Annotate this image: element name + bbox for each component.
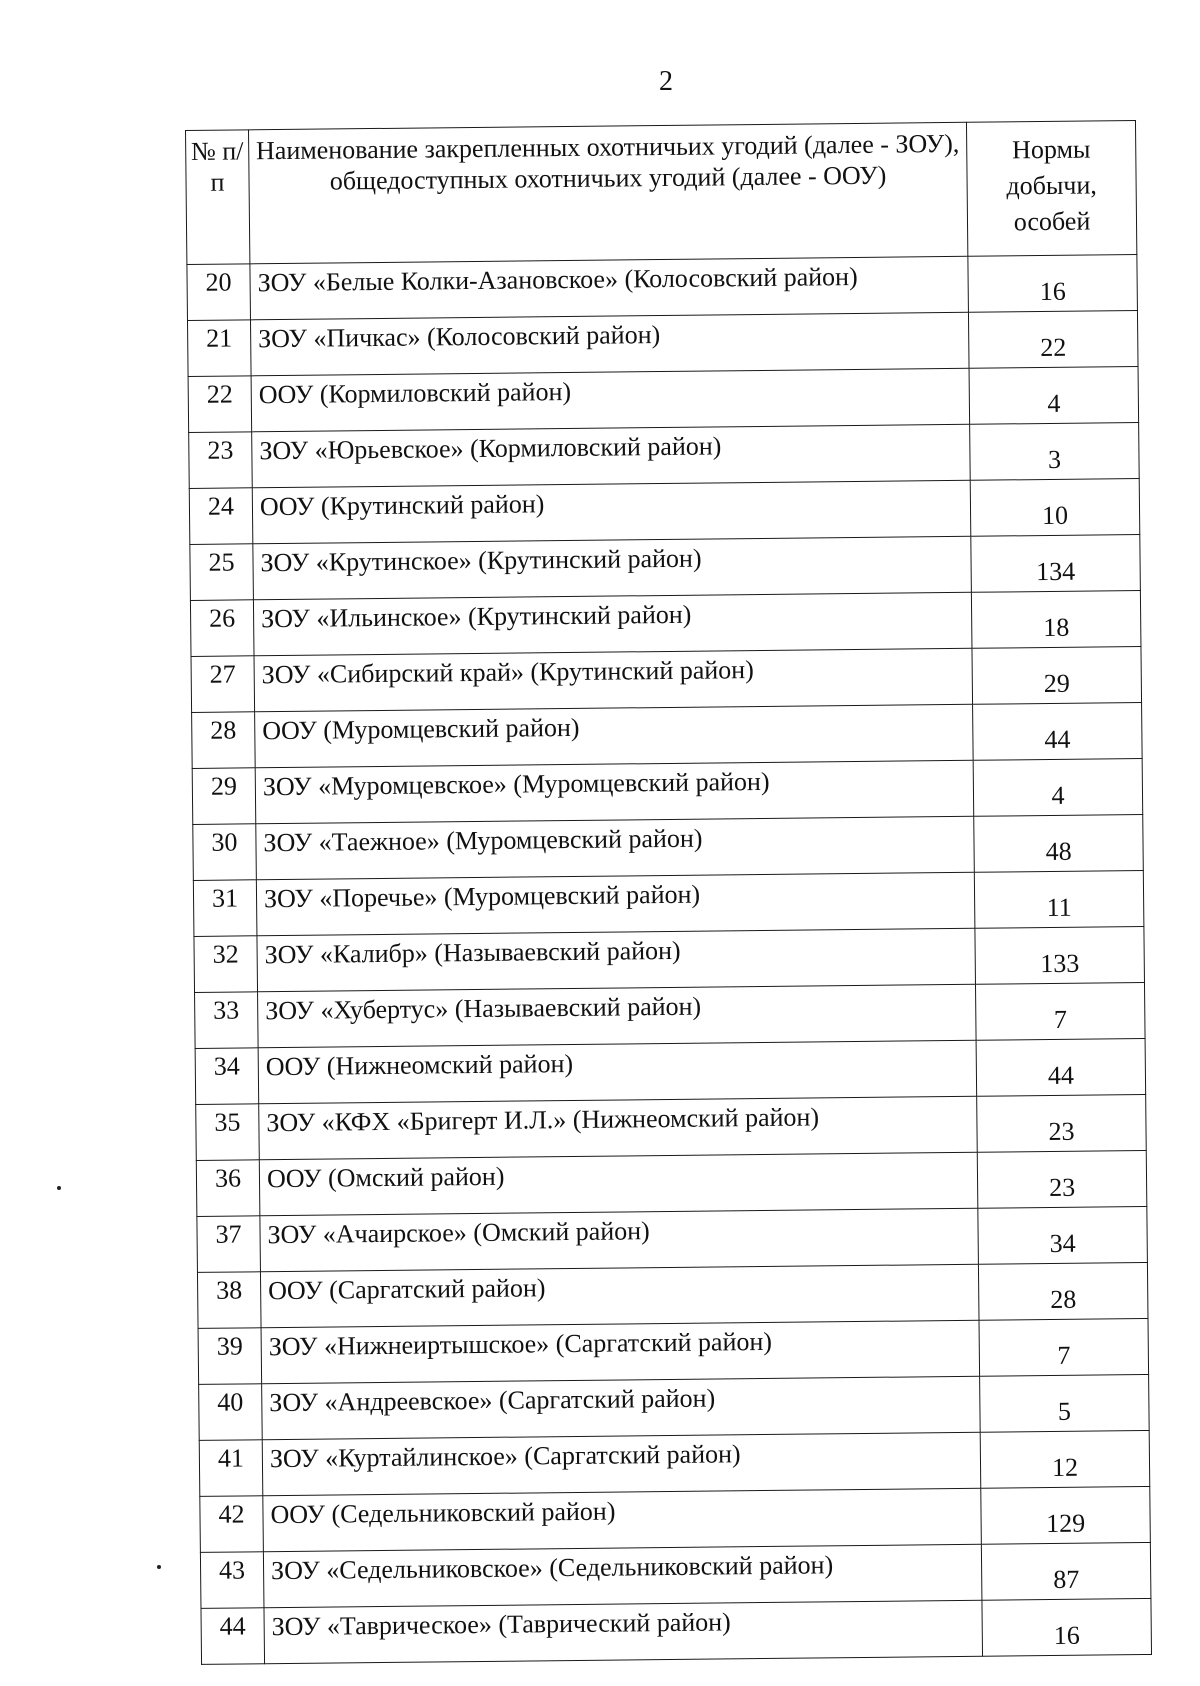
table-row bbox=[192, 703, 1143, 769]
table-header bbox=[186, 121, 1137, 265]
table-row bbox=[200, 1486, 1151, 1552]
row-number: 41 bbox=[199, 1440, 263, 1497]
row-grounds-name: ЗОУ «Поречье» (Муромцевский район) bbox=[256, 872, 975, 936]
table-row bbox=[199, 1374, 1150, 1440]
row-grounds-name: ООУ (Кормиловский район) bbox=[251, 368, 970, 432]
row-number: 23 bbox=[189, 432, 253, 489]
row-number: 29 bbox=[192, 768, 256, 825]
row-harvest-norm: 22 bbox=[968, 311, 1138, 369]
row-number: 31 bbox=[193, 880, 257, 937]
table-row bbox=[196, 1150, 1147, 1216]
scan-speck bbox=[57, 1186, 61, 1190]
row-number: 30 bbox=[193, 824, 257, 881]
row-harvest-norm: 133 bbox=[975, 927, 1145, 985]
table-row bbox=[187, 311, 1138, 377]
row-harvest-norm: 129 bbox=[981, 1486, 1151, 1544]
row-harvest-norm: 28 bbox=[978, 1262, 1148, 1320]
table-row bbox=[189, 423, 1140, 489]
row-number: 35 bbox=[196, 1104, 260, 1161]
row-grounds-name: ООУ (Омский район) bbox=[259, 1152, 978, 1216]
row-number: 20 bbox=[187, 264, 251, 321]
row-number: 42 bbox=[200, 1496, 264, 1553]
row-harvest-norm: 134 bbox=[971, 535, 1141, 593]
table-row bbox=[195, 982, 1146, 1048]
table-row bbox=[197, 1206, 1148, 1272]
row-grounds-name: ЗОУ «Калибр» (Называевский район) bbox=[257, 928, 976, 992]
row-grounds-name: ООУ (Муромцевский район) bbox=[255, 704, 974, 768]
row-harvest-norm: 7 bbox=[975, 982, 1145, 1040]
table-row bbox=[188, 367, 1139, 433]
row-grounds-name: ООУ (Седельниковский район) bbox=[263, 1488, 982, 1552]
row-harvest-norm: 10 bbox=[970, 479, 1140, 537]
header-harvest-norm: Нормы добычи, особей bbox=[966, 121, 1136, 257]
table-row bbox=[189, 479, 1140, 545]
table-row bbox=[193, 871, 1144, 937]
row-number: 37 bbox=[197, 1216, 261, 1273]
table-body bbox=[187, 255, 1152, 1665]
row-harvest-norm: 48 bbox=[974, 815, 1144, 873]
row-grounds-name: ЗОУ «Седельниковское» (Седельниковский район) bbox=[263, 1544, 982, 1608]
row-harvest-norm: 23 bbox=[977, 1150, 1147, 1208]
row-harvest-norm: 7 bbox=[979, 1318, 1149, 1376]
hunting-norms-table-wrapper bbox=[185, 120, 1151, 1665]
row-harvest-norm: 44 bbox=[976, 1038, 1146, 1096]
row-grounds-name: ЗОУ «Куртайлинское» (Саргатский район) bbox=[262, 1432, 981, 1496]
table-row bbox=[192, 759, 1143, 825]
row-grounds-name: ЗОУ «Юрьевское» (Кормиловский район) bbox=[252, 424, 971, 488]
row-harvest-norm: 34 bbox=[978, 1206, 1148, 1264]
table-row bbox=[193, 815, 1144, 881]
row-number: 43 bbox=[200, 1552, 264, 1609]
header-number: № п/п bbox=[186, 130, 250, 265]
table-row bbox=[197, 1262, 1148, 1328]
row-grounds-name: ЗОУ «Муромцевское» (Муромцевский район) bbox=[255, 760, 974, 824]
table-row bbox=[201, 1598, 1152, 1664]
page-number: 2 bbox=[659, 66, 673, 97]
row-number: 44 bbox=[201, 1608, 265, 1665]
row-grounds-name: ЗОУ «Андреевское» (Саргатский район) bbox=[262, 1376, 981, 1440]
row-harvest-norm: 23 bbox=[977, 1094, 1147, 1152]
row-number: 34 bbox=[195, 1048, 259, 1105]
row-harvest-norm: 44 bbox=[973, 703, 1143, 761]
row-number: 38 bbox=[197, 1272, 261, 1329]
row-number: 36 bbox=[196, 1160, 260, 1217]
row-harvest-norm: 29 bbox=[972, 647, 1142, 705]
row-grounds-name: ЗОУ «Сибирский край» (Крутинский район) bbox=[254, 648, 973, 712]
row-grounds-name: ЗОУ «Ачаирское» (Омский район) bbox=[260, 1208, 979, 1272]
table-row bbox=[198, 1318, 1149, 1384]
row-number: 25 bbox=[190, 544, 254, 601]
row-grounds-name: ЗОУ «Ильинское» (Крутинский район) bbox=[253, 592, 972, 656]
row-harvest-norm: 16 bbox=[968, 255, 1138, 313]
row-number: 27 bbox=[191, 656, 255, 713]
table-row bbox=[187, 255, 1138, 321]
row-harvest-norm: 87 bbox=[981, 1542, 1151, 1600]
row-number: 39 bbox=[198, 1328, 262, 1385]
table-row bbox=[200, 1542, 1151, 1608]
row-grounds-name: ЗОУ «Крутинское» (Крутинский район) bbox=[253, 536, 972, 600]
header-row bbox=[186, 121, 1137, 265]
row-number: 26 bbox=[190, 600, 254, 657]
row-number: 24 bbox=[189, 488, 253, 545]
row-number: 21 bbox=[187, 320, 251, 377]
row-harvest-norm: 12 bbox=[980, 1430, 1150, 1488]
table-row bbox=[199, 1430, 1150, 1496]
row-grounds-name: ЗОУ «Таежное» (Муромцевский район) bbox=[256, 816, 975, 880]
table-row bbox=[195, 1038, 1146, 1104]
row-grounds-name: ООУ (Крутинский район) bbox=[252, 480, 971, 544]
row-grounds-name: ЗОУ «Белые Колки-Азановское» (Колосовский район) bbox=[250, 256, 969, 320]
row-harvest-norm: 3 bbox=[970, 423, 1140, 481]
row-number: 40 bbox=[199, 1384, 263, 1441]
row-grounds-name: ЗОУ «Таврическое» (Таврический район) bbox=[264, 1600, 983, 1664]
table-row bbox=[190, 591, 1141, 657]
table-row bbox=[191, 647, 1142, 713]
row-number: 28 bbox=[192, 712, 256, 769]
scan-speck bbox=[157, 1565, 161, 1569]
table-row bbox=[194, 927, 1145, 993]
row-number: 32 bbox=[194, 936, 258, 993]
row-grounds-name: ЗОУ «КФХ «Бригерт И.Л.» (Нижнеомский район) bbox=[259, 1096, 978, 1160]
hunting-norms-table bbox=[185, 120, 1152, 1665]
row-harvest-norm: 16 bbox=[982, 1598, 1152, 1656]
row-grounds-name: ООУ (Нижнеомский район) bbox=[258, 1040, 977, 1104]
row-grounds-name: ЗОУ «Пичкас» (Колосовский район) bbox=[250, 312, 969, 376]
row-harvest-norm: 4 bbox=[969, 367, 1139, 425]
header-grounds-name: Наименование закрепленных охотничьих угодий (далее - ЗОУ), общедоступных охотничьих угодий (далее - ООУ) bbox=[249, 122, 968, 264]
row-number: 33 bbox=[195, 992, 259, 1049]
row-grounds-name: ЗОУ «Нижнеиртышское» (Саргатский район) bbox=[261, 1320, 980, 1384]
row-number: 22 bbox=[188, 376, 252, 433]
table-row bbox=[196, 1094, 1147, 1160]
row-harvest-norm: 4 bbox=[973, 759, 1143, 817]
row-grounds-name: ЗОУ «Хубертус» (Называевский район) bbox=[258, 984, 977, 1048]
table-row bbox=[190, 535, 1141, 601]
row-grounds-name: ООУ (Саргатский район) bbox=[260, 1264, 979, 1328]
row-harvest-norm: 5 bbox=[980, 1374, 1150, 1432]
row-harvest-norm: 18 bbox=[971, 591, 1141, 649]
row-harvest-norm: 11 bbox=[974, 871, 1144, 929]
